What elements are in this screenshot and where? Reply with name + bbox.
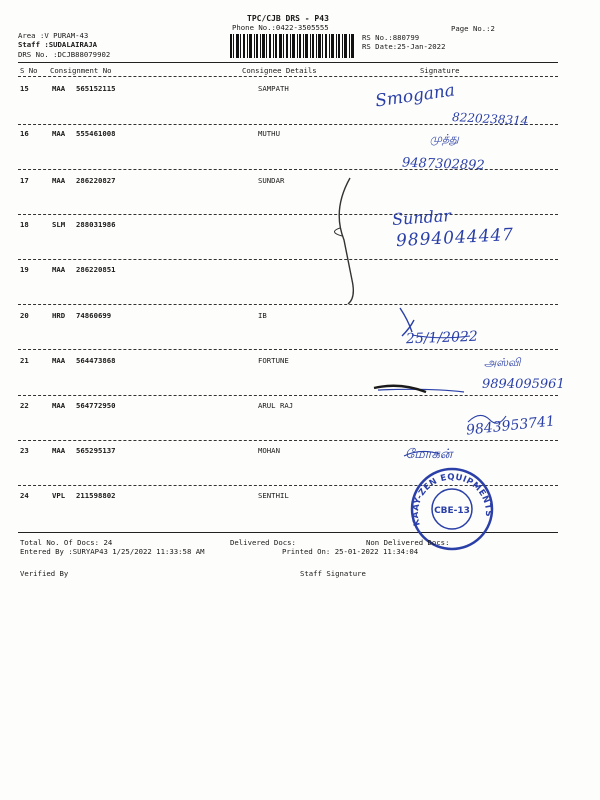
row-sno: 22 xyxy=(20,401,29,410)
stamp-ring-text: KAAY-ZEN EQUIPMENTS xyxy=(410,472,494,527)
row-sno: 19 xyxy=(20,265,29,274)
row-prefix: MAA xyxy=(52,446,66,455)
rs-number: RS No.:880799 xyxy=(362,33,420,42)
entered-by: Entered By :SURYAP43 1/25/2022 11:33:58 AM xyxy=(20,547,205,556)
row-consignment: 564473868 xyxy=(76,356,116,365)
row-prefix: MAA xyxy=(52,265,66,274)
row-consignee: SUNDAR xyxy=(258,176,285,185)
col-sno: S No xyxy=(20,66,38,75)
handwritten-phone: 9894095961 xyxy=(482,377,565,392)
header-rule-top xyxy=(18,62,558,63)
drs-number: DRS No. :DCJB88079902 xyxy=(18,50,111,59)
row-consignee: MOHAN xyxy=(258,446,280,455)
row-consignment: 564772950 xyxy=(76,401,116,410)
ink-strokes xyxy=(330,170,600,460)
row-consignee: FORTUNE xyxy=(258,356,289,365)
row-consignment: 565152115 xyxy=(76,84,116,93)
handwritten-signature: அஸ்வி xyxy=(484,356,521,369)
row-consignee: SAMPATH xyxy=(258,84,289,93)
col-consignment: Consignment No xyxy=(50,66,112,75)
handwritten-phone: 9894044447 xyxy=(395,224,515,252)
row-prefix: HRD xyxy=(52,311,66,320)
handwritten-signature: முத்து xyxy=(430,132,459,145)
non-delivered-docs: Non Delivered Docs: xyxy=(366,538,450,547)
page-number: Page No.:2 xyxy=(451,24,495,33)
row-sno: 23 xyxy=(20,446,29,455)
row-sno: 24 xyxy=(20,491,29,500)
staff-label: Staff :SUDALAIRAJA xyxy=(18,40,98,49)
header-rule-bottom xyxy=(18,76,558,77)
area-label: Area :V PURAM-43 xyxy=(18,31,89,40)
barcode xyxy=(230,34,354,58)
row-consignee: MUTHU xyxy=(258,129,280,138)
row-prefix: MAA xyxy=(52,356,66,365)
row-prefix: SLM xyxy=(52,220,66,229)
row-prefix: MAA xyxy=(52,176,66,185)
col-signature: Signature xyxy=(420,66,460,75)
row-sno: 21 xyxy=(20,356,29,365)
row-consignment: 288031986 xyxy=(76,220,116,229)
row-sno: 18 xyxy=(20,220,29,229)
handwritten-phone: 9487302892 xyxy=(401,155,485,174)
row-consignee: SENTHIL xyxy=(258,491,289,500)
row-sno: 15 xyxy=(20,84,29,93)
handwritten-signature: மோகன் xyxy=(405,447,453,462)
total-docs: Total No. Of Docs: 24 xyxy=(20,538,113,547)
col-consignee: Consignee Details xyxy=(242,66,317,75)
rs-date: RS Date:25-Jan-2022 xyxy=(362,42,446,51)
row-sno: 20 xyxy=(20,311,29,320)
row-consignment: 286220827 xyxy=(76,176,116,185)
row-sno: 17 xyxy=(20,176,29,185)
staff-signature: Staff Signature xyxy=(300,569,366,578)
handwritten-phone: 9843953741 xyxy=(465,413,556,439)
row-prefix: MAA xyxy=(52,84,66,93)
row-consignment: 555461008 xyxy=(76,129,116,138)
stamp-center-text: CBE-13 xyxy=(434,506,470,516)
handwritten-phone: 8220238314 xyxy=(451,110,529,128)
page-title: TPC/CJB DRS - P43 xyxy=(247,14,329,23)
delivered-docs: Delivered Docs: xyxy=(230,538,296,547)
row-consignee: IB xyxy=(258,311,267,320)
row-prefix: VPL xyxy=(52,491,66,500)
row-sno: 16 xyxy=(20,129,29,138)
verified-by: Verified By xyxy=(20,569,69,578)
row-consignment: 211598802 xyxy=(76,491,116,500)
handwritten-signature: Smogana xyxy=(373,80,457,112)
row-consignment: 286220851 xyxy=(76,265,116,274)
printed-on: Printed On: 25-01-2022 11:34:04 xyxy=(282,547,419,556)
row-consignment: 74860699 xyxy=(76,311,112,320)
row-prefix: MAA xyxy=(52,401,66,410)
phone-number: Phone No.:0422-3505555 xyxy=(232,23,329,32)
row-consignment: 565295137 xyxy=(76,446,116,455)
handwritten-signature: Sundar xyxy=(391,205,452,230)
row-prefix: MAA xyxy=(52,129,66,138)
row-consignee: ARUL RAJ xyxy=(258,401,294,410)
handwritten-date: 25/1/2022 xyxy=(405,328,479,348)
